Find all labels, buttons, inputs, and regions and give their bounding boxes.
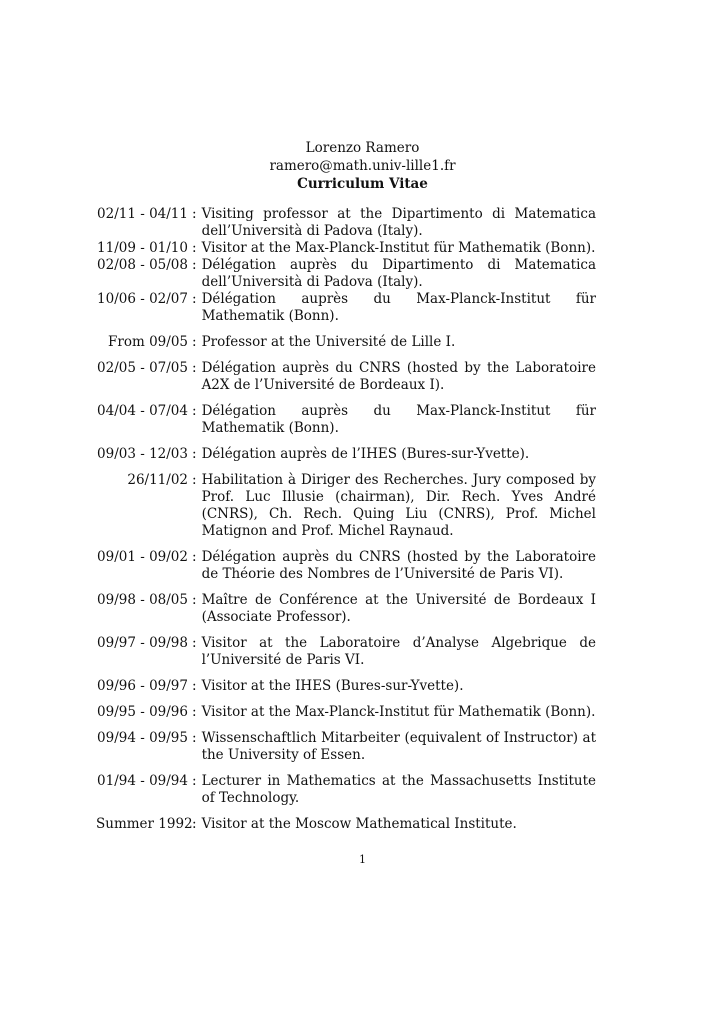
entry-separator: : bbox=[192, 446, 197, 462]
cv-entry bbox=[96, 678, 596, 695]
entry-description: Habilitation à Diriger des Recherches. Jury composed by Prof. Luc Illusie (chairman), Dir. Rech. Yves André (CNRS), Ch. Rech. Quing Liu (CNRS), Prof. Michel Matignon and Prof. Michel Raynaud. bbox=[201, 472, 596, 539]
entry-date: 09/98 - 08/05 bbox=[97, 592, 188, 608]
entry-description: Visitor at the Max-Planck-Institut für Mathematik (Bonn). bbox=[201, 704, 596, 720]
entry-date: 09/01 - 09/02 bbox=[97, 549, 188, 565]
entry-separator: : bbox=[192, 472, 197, 488]
entry-separator: : bbox=[192, 240, 197, 256]
page-number: 1 bbox=[359, 853, 366, 866]
entry-description: Visitor at the Laboratoire d’Analyse Algebrique de l’Université de Paris VI. bbox=[201, 635, 596, 668]
entry-separator: : bbox=[192, 704, 197, 720]
entry-date: 09/03 - 12/03 bbox=[97, 446, 188, 462]
cv-entry bbox=[96, 360, 596, 394]
cv-header bbox=[0, 139, 725, 193]
cv-entry bbox=[96, 704, 596, 721]
entry-separator: : bbox=[192, 592, 197, 608]
entry-date: 09/96 - 09/97 bbox=[97, 678, 188, 694]
entry-separator: : bbox=[192, 678, 197, 694]
entry-date: 04/04 - 07/04 bbox=[97, 403, 188, 419]
entry-description: Délégation auprès du CNRS (hosted by the Laboratoire A2X de l’Université de Bordeaux I). bbox=[201, 360, 596, 393]
cv-entry bbox=[96, 291, 596, 325]
cv-entry bbox=[96, 773, 596, 807]
entry-separator: : bbox=[192, 816, 197, 832]
entry-separator: : bbox=[192, 360, 197, 376]
entry-separator: : bbox=[192, 403, 197, 419]
entry-description: Lecturer in Mathematics at the Massachusetts Institute of Technology. bbox=[201, 773, 596, 806]
entry-description: Délégation auprès du CNRS (hosted by the Laboratoire de Théorie des Nombres de l’Université de Paris VI). bbox=[201, 549, 596, 582]
cv-entry bbox=[96, 240, 596, 257]
cv-entry bbox=[96, 592, 596, 626]
entry-description: Professor at the Université de Lille I. bbox=[201, 334, 456, 350]
entry-date: 10/06 - 02/07 bbox=[97, 291, 188, 307]
entry-separator: : bbox=[192, 549, 197, 565]
entry-description: Visitor at the Moscow Mathematical Institute. bbox=[201, 816, 517, 832]
entry-description: Délégation auprès du Max-Planck-Institut für Mathematik (Bonn). bbox=[201, 403, 596, 436]
entry-date: Summer 1992 bbox=[96, 816, 193, 832]
cv-entry bbox=[96, 403, 596, 437]
cv-entry bbox=[96, 446, 596, 463]
document-title: Curriculum Vitae bbox=[297, 176, 428, 192]
entry-date: 09/97 - 09/98 bbox=[97, 635, 188, 651]
entry-date: 11/09 - 01/10 bbox=[97, 240, 188, 256]
cv-entry bbox=[96, 206, 596, 240]
entry-description: Délégation auprès de l’IHES (Bures-sur-Yvette). bbox=[201, 446, 530, 462]
cv-entry bbox=[96, 549, 596, 583]
entry-separator: : bbox=[192, 257, 197, 273]
entry-separator: : bbox=[192, 206, 197, 222]
entry-date: 01/94 - 09/94 bbox=[97, 773, 188, 789]
entry-separator: : bbox=[192, 635, 197, 651]
cv-entry bbox=[96, 730, 596, 764]
entry-date: 02/08 - 05/08 bbox=[97, 257, 188, 273]
entry-date: 26/11/02 bbox=[127, 472, 188, 488]
cv-entry bbox=[96, 334, 596, 351]
entry-description: Maître de Conférence at the Université de Bordeaux I (Associate Professor). bbox=[201, 592, 596, 625]
entry-description: Délégation auprès du Dipartimento di Matematica dell’Università di Padova (Italy). bbox=[201, 257, 596, 290]
entry-date: 02/05 - 07/05 bbox=[97, 360, 188, 376]
cv-entry bbox=[96, 816, 596, 833]
entry-date: 09/94 - 09/95 bbox=[97, 730, 188, 746]
entry-separator: : bbox=[192, 730, 197, 746]
entry-description: Visitor at the IHES (Bures-sur-Yvette). bbox=[201, 678, 464, 694]
entry-separator: : bbox=[192, 773, 197, 789]
entry-separator: : bbox=[192, 291, 197, 307]
entry-date: From 09/05 bbox=[108, 334, 188, 350]
cv-entries bbox=[96, 206, 596, 833]
entry-description: Délégation auprès du Max-Planck-Institut für Mathematik (Bonn). bbox=[201, 291, 596, 324]
author-email: ramero@math.univ-lille1.fr bbox=[269, 158, 456, 174]
cv-entry bbox=[96, 635, 596, 669]
entry-date: 09/95 - 09/96 bbox=[97, 704, 188, 720]
entry-description: Visiting professor at the Dipartimento di Matematica dell’Università di Padova (Italy). bbox=[201, 206, 596, 239]
author-name: Lorenzo Ramero bbox=[305, 140, 420, 156]
entry-description: Wissenschaftlich Mitarbeiter (equivalent of Instructor) at the University of Essen. bbox=[201, 730, 596, 763]
entry-date: 02/11 - 04/11 bbox=[97, 206, 188, 222]
cv-entry bbox=[96, 472, 596, 540]
cv-entry bbox=[96, 257, 596, 291]
entry-description: Visitor at the Max-Planck-Institut für Mathematik (Bonn). bbox=[201, 240, 596, 256]
entry-separator: : bbox=[192, 334, 197, 350]
